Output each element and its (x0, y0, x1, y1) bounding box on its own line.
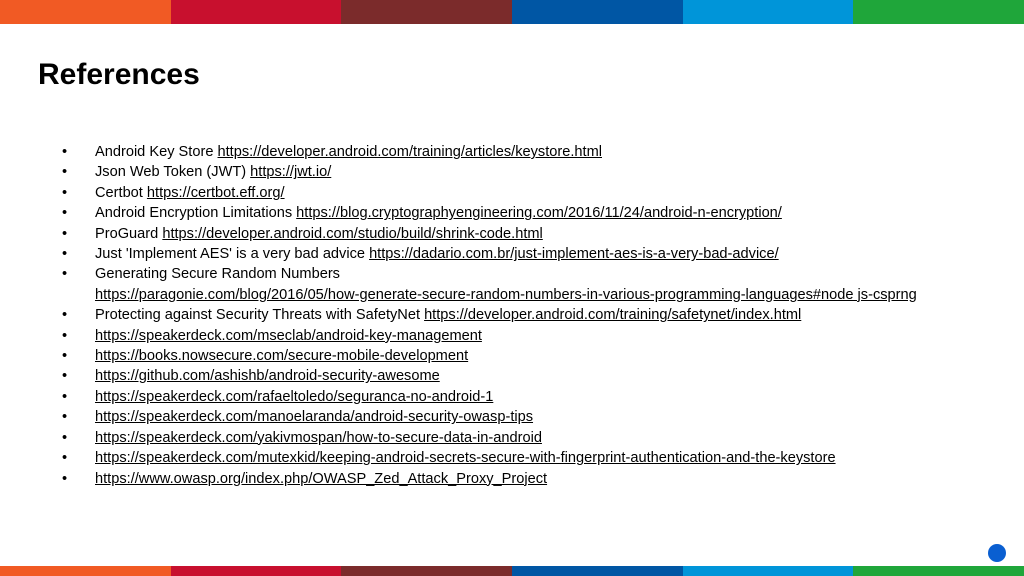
stripe-segment (512, 566, 683, 576)
bullet: • (62, 470, 68, 487)
list-item (58, 469, 988, 489)
bullet: • (62, 164, 68, 181)
bullet: • (62, 184, 68, 201)
bullet: • (62, 266, 68, 283)
list-item (58, 224, 988, 244)
bullet: • (62, 144, 68, 160)
list-item (58, 346, 988, 366)
bullet: • (62, 429, 68, 446)
reference-link[interactable]: https://speakerdeck.com/mutexkid/keeping-android-secrets-secure-with-fingerprint-authentication-and-the-keystore (95, 450, 836, 467)
reference-list (58, 142, 988, 489)
reference-link[interactable]: https://dadario.com.br/just-implement-aes-is-a-very-bad-advice/ (369, 246, 779, 263)
reference-link[interactable]: https://developer.android.com/training/articles/keystore.html (217, 144, 602, 160)
reference-label: Json Web Token (JWT) (95, 164, 251, 181)
reference-link[interactable]: https://github.com/ashishb/android-security-awesome (95, 368, 440, 385)
reference-link[interactable]: https://speakerdeck.com/rafaeltoledo/seguranca-no-android-1 (95, 388, 494, 405)
bullet: • (62, 409, 68, 426)
reference-link[interactable]: https://developer.android.com/training/safetynet/index.html (424, 307, 802, 324)
reference-label: Android Encryption Limitations (95, 205, 297, 222)
stripe-segment (0, 566, 171, 576)
stripe-segment (341, 0, 512, 24)
list-item (58, 162, 988, 182)
list-item (58, 244, 988, 264)
bullet: • (62, 348, 68, 365)
list-item (58, 264, 988, 305)
list-item (58, 326, 988, 346)
list-item (58, 407, 988, 427)
stripe-segment (341, 566, 512, 576)
bullet: • (62, 307, 68, 324)
slide-title: References (38, 58, 200, 91)
stripe-segment (853, 566, 1024, 576)
list-item (58, 183, 988, 203)
bullet: • (62, 205, 68, 222)
list-item (58, 203, 988, 223)
list-item (58, 448, 988, 468)
reference-label: Just 'Implement AES' is a very bad advice (95, 246, 370, 263)
reference-label: Certbot (95, 184, 147, 201)
bullet: • (62, 388, 68, 405)
list-item (58, 142, 988, 162)
blue-dot-icon (988, 544, 1006, 562)
reference-link[interactable]: https://speakerdeck.com/yakivmospan/how-to-secure-data-in-android (95, 429, 542, 446)
bottom-color-stripe (0, 566, 1024, 576)
stripe-segment (171, 0, 342, 24)
list-item (58, 387, 988, 407)
list-item (58, 428, 988, 448)
reference-label: ProGuard (95, 225, 163, 242)
bullet: • (62, 450, 68, 467)
reference-label: Generating Secure Random Numbers (95, 266, 340, 283)
stripe-segment (853, 0, 1024, 24)
bullet: • (62, 327, 68, 344)
reference-link[interactable]: https://paragonie.com/blog/2016/05/how-generate-secure-random-numbers-in-various-programming-languages#node js-csprng (95, 286, 917, 303)
stripe-segment (171, 566, 342, 576)
top-color-stripe (0, 0, 1024, 24)
reference-link[interactable]: https://speakerdeck.com/mseclab/android-key-management (95, 327, 482, 344)
reference-link[interactable]: https://www.owasp.org/index.php/OWASP_Zed_Attack_Proxy_Project (95, 470, 548, 487)
reference-link[interactable]: https://certbot.eff.org/ (146, 184, 285, 201)
reference-link[interactable]: https://books.nowsecure.com/secure-mobile-development (95, 348, 469, 365)
reference-link[interactable]: https://jwt.io/ (250, 164, 332, 181)
reference-label: Protecting against Security Threats with SafetyNet (95, 307, 425, 324)
bullet: • (62, 225, 68, 242)
stripe-segment (683, 566, 854, 576)
bullet: • (62, 368, 68, 385)
stripe-segment (512, 0, 683, 24)
reference-link[interactable]: https://speakerdeck.com/manoelaranda/android-security-owasp-tips (95, 409, 534, 426)
reference-label: Android Key Store (95, 144, 218, 160)
bullet: • (62, 246, 68, 263)
list-item (58, 305, 988, 325)
stripe-segment (0, 0, 171, 24)
reference-link[interactable]: https://blog.cryptographyengineering.com/2016/11/24/android-n-encryption/ (296, 205, 782, 222)
stripe-segment (683, 0, 854, 24)
reference-link[interactable]: https://developer.android.com/studio/build/shrink-code.html (162, 225, 543, 242)
list-item (58, 366, 988, 386)
